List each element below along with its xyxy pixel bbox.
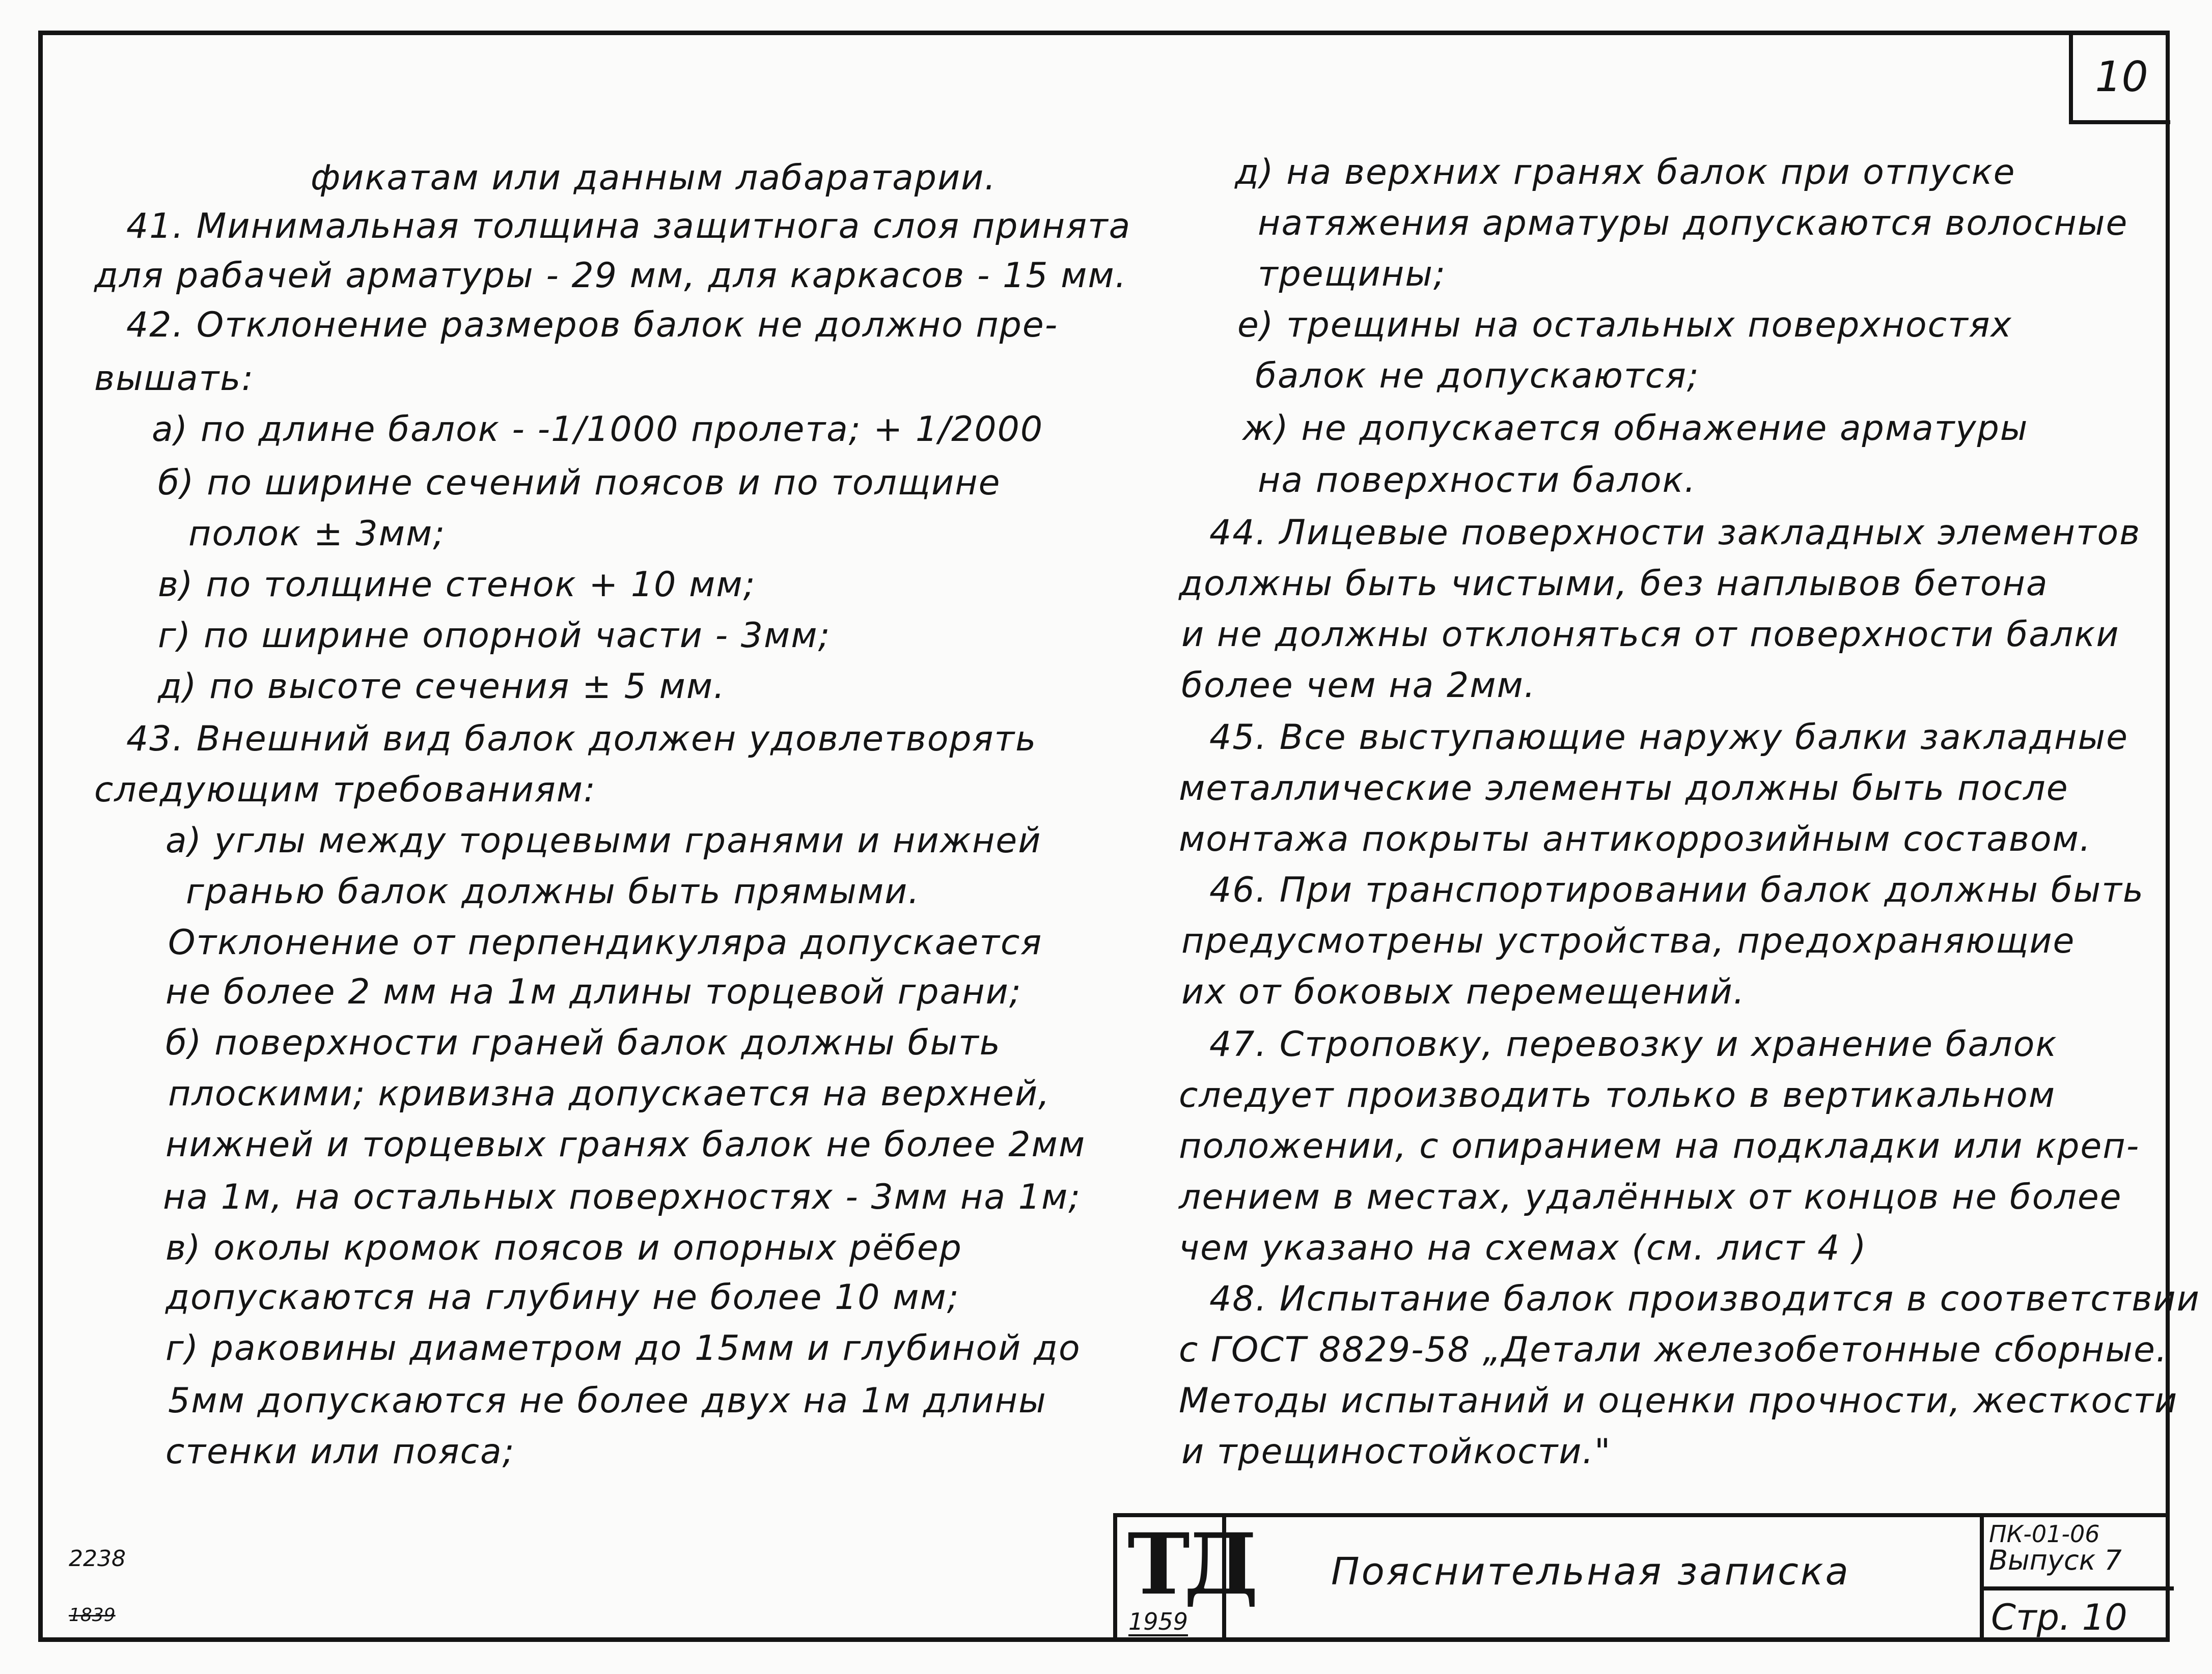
page-number: 10 <box>2069 35 2170 124</box>
document-title: Пояснительная записка <box>1331 1550 1850 1594</box>
text-line: нижней и торцевых гранях балок не более 2мм <box>165 1125 1086 1165</box>
logo-year: 1959 <box>1128 1608 1188 1635</box>
text-line: д) по высоте сечения ± 5 мм. <box>158 666 726 707</box>
sheet-number: Стр. 10 <box>1991 1597 2127 1638</box>
text-line: должны быть чистыми, без наплывов бетона <box>1179 564 2049 604</box>
text-line: и трещиностойкости." <box>1181 1432 1612 1472</box>
text-line: на 1м, на остальных поверхностях - 3мм на 1м; <box>163 1177 1082 1217</box>
text-line: плоскими; кривизна допускается на верхней, <box>168 1074 1050 1114</box>
text-line: 45. Все выступающие наружу балки закладные <box>1209 717 2128 758</box>
text-line: не более 2 мм на 1м длины торцевой грани; <box>165 972 1022 1012</box>
text-line: допускаются на глубину не более 10 мм; <box>165 1277 960 1318</box>
margin-struck-number: 1839 <box>69 1605 116 1626</box>
margin-number: 2238 <box>69 1546 126 1572</box>
text-line: е) трещины на остальных поверхностях <box>1237 305 2012 345</box>
text-line: в) околы кромок поясов и опорных рёбер <box>165 1228 962 1268</box>
text-line: Методы испытаний и оценки прочности, жесткости <box>1179 1381 2178 1421</box>
text-line: предусмотрены устройства, предохраняющие <box>1181 921 2076 961</box>
text-line: более чем на 2мм. <box>1181 665 1536 706</box>
text-line: б) поверхности граней балок должны быть <box>165 1023 1001 1063</box>
text-line: стенки или пояса; <box>165 1432 515 1472</box>
text-line: натяжения арматуры допускаются волосные <box>1258 203 2128 243</box>
logo: ТД <box>1127 1515 1253 1613</box>
text-line: и не должны отклоняться от поверхности балки <box>1181 615 2120 655</box>
text-line: ж) не допускается обнажение арматуры <box>1242 408 2029 449</box>
text-line: 48. Испытание балок производится в соответствии <box>1209 1279 2200 1319</box>
sheet-cell <box>1984 1586 2174 1642</box>
text-line: их от боковых перемещений. <box>1181 972 1746 1012</box>
text-line: гранью балок должны быть прямыми. <box>186 872 920 912</box>
text-line: 46. При транспортировании балок должны быть <box>1209 870 2144 910</box>
text-line: монтажа покрыты антикоррозийным составом. <box>1179 819 2092 859</box>
text-line: положении, с опиранием на подкладки или креп- <box>1179 1126 2140 1166</box>
text-line: вышать: <box>94 358 255 399</box>
text-line: 5мм допускаются не более двух на 1м длины <box>168 1381 1047 1421</box>
text-line: на поверхности балок. <box>1258 460 1697 500</box>
text-line: металлические элементы должны быть после <box>1179 768 2069 808</box>
text-line: а) углы между торцевыми гранями и нижней <box>165 821 1042 861</box>
document-code: ПК-01-06 <box>1989 1520 2100 1548</box>
text-line: а) по длине балок - -1/1000 пролета; + 1/2000 <box>152 409 1044 450</box>
logo-cell <box>1117 1515 1253 1642</box>
issue-number: Выпуск 7 <box>1989 1544 2122 1576</box>
text-line: с ГОСТ 8829-58 „Детали железобетонные сборные. <box>1179 1330 2168 1370</box>
text-line: 43. Внешний вид балок должен удовлетворять <box>126 719 1037 759</box>
text-line: полок ± 3мм; <box>188 514 446 554</box>
text-line: следующим требованиям: <box>94 770 597 810</box>
title-block-codes <box>1980 1517 2174 1642</box>
text-line: 41. Минимальная толщина защитнога слоя принята <box>126 206 1131 246</box>
text-line: б) по ширине сечений поясов и по толщине <box>158 463 1001 503</box>
text-line: Отклонение от перпендикуляра допускается <box>168 923 1043 963</box>
text-line: трещины; <box>1258 254 1446 294</box>
text-line: балок не допускаются; <box>1255 356 1700 396</box>
text-line: г) по ширине опорной части - 3мм; <box>158 616 831 656</box>
title-block <box>1113 1513 2170 1642</box>
text-line: в) по толщине стенок + 10 мм; <box>158 565 756 605</box>
text-line: 47. Строповку, перевозку и хранение балок <box>1209 1024 2058 1065</box>
text-line: следует производить только в вертикальном <box>1179 1075 2056 1115</box>
text-line: фикатам или данным лабаратарии. <box>311 158 997 198</box>
text-line: 42. Отклонение размеров балок не должно пре- <box>126 305 1059 345</box>
text-line: чем указано на схемах (см. лист 4 ) <box>1179 1228 1867 1268</box>
text-line: г) раковины диаметром до 15мм и глубиной до <box>165 1328 1081 1369</box>
text-line: д) на верхних гранях балок при отпуске <box>1235 152 2016 192</box>
text-line: для рабачей арматуры - 29 мм, для каркасов - 15 мм. <box>94 256 1127 296</box>
text-line: 44. Лицевые поверхности закладных элементов <box>1209 513 2141 553</box>
text-line: лением в местах, удалённых от концов не более <box>1179 1177 2122 1217</box>
